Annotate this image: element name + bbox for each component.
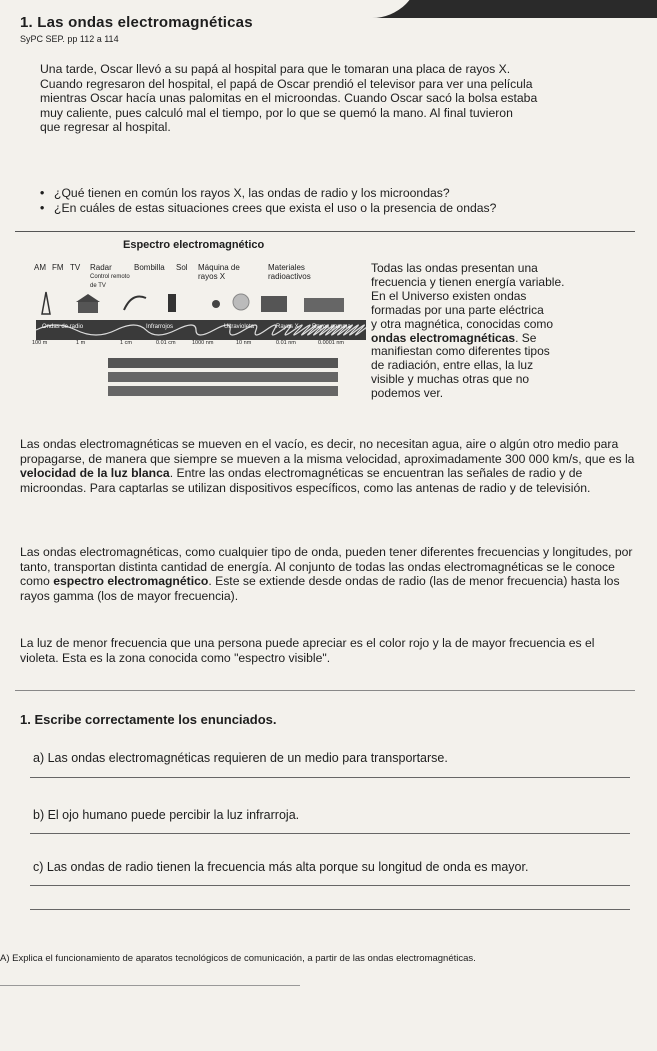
exercise-heading: 1. Escribe correctamente los enunciados. [20, 712, 277, 727]
label-xray-machine: Máquina de rayos X [198, 263, 240, 281]
page-reference: SyPC SEP. pp 112 a 114 [20, 34, 119, 44]
band-gamma: Rayos gamma [312, 324, 351, 330]
label-radar: Radar [90, 263, 112, 272]
spectrum-wave-band [36, 320, 366, 340]
paragraph-spectrum [20, 545, 635, 603]
scale-value: 100 m [32, 340, 48, 346]
intro-line: mientras Oscar hacía unas palomitas en el microondas. Cuando Oscar sacó la bolsa estaba [40, 91, 538, 106]
scale-value: 1 cm [120, 340, 132, 346]
scale-value: 0.01 nm [276, 340, 296, 346]
band-xrays: Rayos X [276, 324, 299, 330]
house-icon [76, 294, 100, 313]
statement-b: b) El ojo humano puede percibir la luz infrarroja. [33, 808, 300, 822]
side-line [371, 332, 641, 346]
divider [15, 231, 635, 232]
term-light-speed: velocidad de la luz blanca [20, 466, 170, 481]
side-line: manifiestan como diferentes tipos [371, 344, 550, 359]
answer-line-c1[interactable] [30, 885, 630, 886]
spectrum-scale [28, 340, 368, 348]
question-bullet: • ¿Qué tienen en común los rayos X, las ondas de radio y los microondas? [40, 186, 640, 201]
antenna-icon [42, 292, 50, 314]
term-spectrum: espectro electromagnético [53, 574, 209, 589]
divider [15, 690, 635, 691]
label-bulb: Bombilla [134, 263, 165, 272]
paragraph-visible: La luz de menor frecuencia que una persona puede apreciar es el color rojo y la de mayor frecuencia es el violeta. Esta es la zona conocida como "espectro visible". [20, 636, 595, 665]
spectrum-bar [108, 372, 338, 382]
radar-icon [124, 297, 146, 311]
side-line: y otra magnética, conocidas como [371, 316, 554, 331]
label-tv: TV [70, 263, 81, 272]
statement-a: a) Las ondas electromagnéticas requieren de un medio para transportarse. [33, 751, 448, 765]
scale-value: 0.01 cm [156, 340, 176, 346]
spectrum-bar [108, 386, 338, 396]
intro-questions [40, 186, 640, 215]
label-remote: Control remoto de TV [90, 274, 130, 289]
radioactive-icon [304, 298, 344, 312]
spectrum-icons [36, 290, 366, 316]
paragraph-text: . Entre las ondas electromagnéticas se encuentran las señales de radio y de microondas. Para captarlas se utilizan dispositivos específicos, como las antenas de radio y de televisión. [20, 466, 591, 495]
scale-value: 10 nm [236, 340, 252, 346]
band-infrared: Infrarrojos [146, 324, 174, 330]
side-line-tail: . Se [515, 330, 537, 345]
spectrum-side-text [371, 262, 641, 401]
label-radioactive: Materiales radioactivos [268, 263, 311, 281]
intro-line: Una tarde, Oscar llevó a su papá al hospital para que le tomaran una placa de rayos X. [40, 62, 511, 76]
side-line: de radiación, entre ellas, la luz [371, 358, 534, 373]
label-sun: Sol [176, 263, 188, 272]
bulb-icon [168, 294, 176, 312]
side-line: formadas por una parte eléctrica [371, 302, 544, 317]
spectrum-figure [28, 236, 368, 426]
band-radio: Ondas de radio [42, 324, 84, 330]
paragraph-text: . Este se extiende desde ondas de radio (las de menor frecuencia) hasta los rayos gamma (los de mayor frecuencia). [20, 574, 620, 603]
scale-value: 0.0001 nm [318, 340, 344, 346]
question-bullet: • ¿En cuáles de estas situaciones crees que exista el uso o la presencia de ondas? [40, 201, 640, 216]
paragraph-text: Las ondas electromagnéticas, como cualquier tipo de onda, pueden tener diferentes frecuencias y longitudes, por tanto, transportan distinta cantidad de energía. Al conjunto de todas las ondas electromagnéticas se le conoce como [20, 545, 633, 589]
answer-line-a[interactable] [30, 777, 630, 778]
scale-value: 1000 nm [192, 340, 214, 346]
intro-text [40, 62, 640, 135]
spectrum-title: Espectro electromagnético [123, 239, 265, 251]
page-title: 1. Las ondas electromagnéticas [20, 14, 253, 31]
side-line: En el Universo existen ondas [371, 288, 527, 303]
answer-line-b[interactable] [30, 833, 630, 834]
term-em-waves: ondas electromagnéticas [371, 330, 516, 345]
side-line: Todas las ondas presentan una [371, 261, 538, 275]
side-line: frecuencia y tienen energía variable. [371, 274, 565, 289]
spectrum-bar [108, 358, 338, 368]
lamp-icon [212, 300, 220, 308]
band-ultraviolet: Ultravioleta [224, 324, 255, 330]
side-line: visible y muchas otras que no [371, 372, 530, 387]
paragraph-text: Las ondas electromagnéticas se mueven en el vacío, es decir, no necesitan agua, aire o algún otro medio para propagarse, de manera que siempre se mueven a la misma velocidad, aproximadamente 300 000 km/s, que es la [20, 437, 635, 466]
footer-rule [0, 985, 300, 986]
sun-icon [233, 294, 249, 310]
statement-c: c) Las ondas de radio tienen la frecuencia más alta porque su longitud de onda es mayor. [33, 860, 529, 874]
intro-line: muy caliente, pues calculó mal el tiempo, por lo que se quemó la mano. Al final tuvieron [40, 105, 513, 120]
intro-line: Cuando regresaron del hospital, el papá de Oscar prendió el televisor para ver una película [40, 76, 533, 91]
answer-line-c2[interactable] [30, 909, 630, 910]
footer-note: A) Explica el funcionamiento de aparatos tecnológicos de comunicación, a partir de las ondas electromagnéticas. [0, 953, 476, 964]
label-am: AM [34, 263, 46, 272]
label-fm: FM [52, 263, 64, 272]
scale-value: 1 m [76, 340, 86, 346]
side-line: podemos ver. [371, 386, 444, 401]
intro-line: que regresar al hospital. [40, 120, 171, 135]
xray-machine-icon [261, 296, 287, 312]
paragraph-propagation [20, 437, 635, 495]
